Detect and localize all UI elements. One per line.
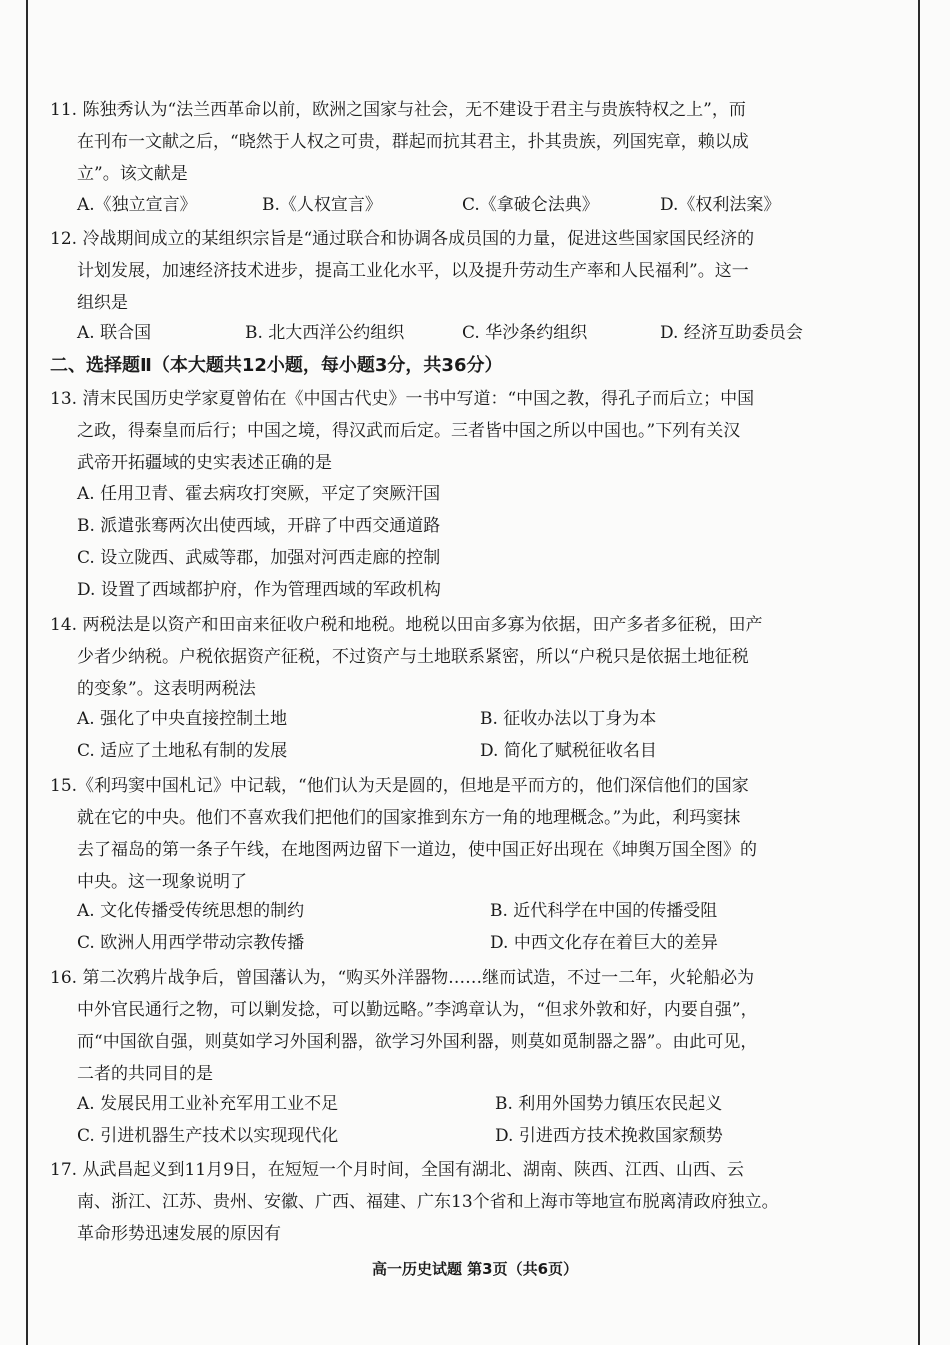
q12-option-b: B. 北大西洋公约组织 [245,323,405,343]
q14-stem-line-3: 的变象”。这表明两税法 [77,679,256,699]
q17-stem-line-2: 南、浙江、江苏、贵州、安徽、广西、福建、广东13个省和上海市等地宣布脱离清政府独立。 [77,1192,779,1212]
q15-stem-line-4: 中央。这一现象说明了 [77,872,247,892]
q15-stem-line-3: 去了福岛的第一条子午线，在地图两边留下一道边，使中国正好出现在《坤舆万国全图》的 [77,840,757,860]
q16-option-a: A. 发展民用工业补充军用工业不足 [77,1094,339,1114]
q16-stem-line-1: 16. 第二次鸦片战争后，曾国藩认为，“购买外洋器物……继而试造，不过一二年，火轮船必为 [50,968,755,988]
scan-border-left [26,0,28,1345]
q16-stem-line-3: 而“中国欲自强，则莫如学习外国利器，欲学习外国利器，则莫如觅制器之器”。由此可见， [77,1032,758,1052]
q15-stem-line-2: 就在它的中央。他们不喜欢我们把他们的国家推到东方一角的地理概念。”为此，利玛窦抹 [77,808,741,828]
q12-option-d: D. 经济互助委员会 [660,323,803,343]
q11-option-c: C.《拿破仑法典》 [462,195,599,215]
q12-option-a: A. 联合国 [77,323,152,343]
q12-stem-line-2: 计划发展，加速经济技术进步，提高工业化水平，以及提升劳动生产率和人民福利”。这一 [77,261,749,281]
q12-stem-line-1: 12. 冷战期间成立的某组织宗旨是“通过联合和协调各成员国的力量，促进这些国家国民经济的 [50,229,755,249]
q16-stem-line-2: 中外官民通行之物，可以剿发捻，可以勤远略。”李鸿章认为，“但求外敦和好，内要自强”， [77,1000,758,1020]
page-footer: 高一历史试题 第3页（共6页） [371,1260,579,1278]
q16-option-c: C. 引进机器生产技术以实现现代化 [77,1126,339,1146]
q11-option-b: B.《人权宣言》 [262,195,382,215]
section-heading: 二、选择题Ⅱ（本大题共12小题，每小题3分，共36分） [50,355,503,376]
q13-stem-line-3: 武帝开拓疆域的史实表述正确的是 [77,453,332,473]
q11-stem-line-2: 在刊布一文献之后，“晓然于人权之可贵，群起而抗其君主，扑其贵族，列国宪章，赖以成 [77,132,749,152]
q14-option-c: C. 适应了土地私有制的发展 [77,741,288,761]
q15-option-b: B. 近代科学在中国的传播受阻 [490,901,718,921]
q13-option-a: A. 任用卫青、霍去病攻打突厥，平定了突厥汗国 [77,484,441,504]
q15-option-d: D. 中西文化存在着巨大的差异 [490,933,718,953]
q16-stem-line-4: 二者的共同目的是 [77,1064,213,1084]
q16-option-d: D. 引进西方技术挽救国家颓势 [495,1126,723,1146]
q14-option-d: D. 简化了赋税征收名目 [480,741,657,761]
q15-stem-line-1: 15.《利玛窦中国札记》中记载，“他们认为天是圆的，但地是平而方的，他们深信他们的国家 [50,776,749,796]
q15-option-a: A. 文化传播受传统思想的制约 [77,901,305,921]
q13-stem-line-1: 13. 清末民国历史学家夏曾佑在《中国古代史》一书中写道：“中国之教，得孔子而后立；中国 [50,389,755,409]
q15-option-c: C. 欧洲人用西学带动宗教传播 [77,933,305,953]
q13-stem-line-2: 之政，得秦皇而后行；中国之境，得汉武而后定。三者皆中国之所以中国也。”下列有关汉 [77,421,741,441]
q11-stem-line-3: 立”。该文献是 [77,164,188,184]
scan-border-right [918,0,920,1345]
q13-option-c: C. 设立陇西、武威等郡，加强对河西走廊的控制 [77,548,441,568]
q14-option-b: B. 征收办法以丁身为本 [480,709,657,729]
q14-stem-line-1: 14. 两税法是以资产和田亩来征收户税和地税。地税以田亩多寡为依据，田产多者多征税，田产 [50,615,763,635]
q14-stem-line-2: 少者少纳税。户税依据资产征税，不过资产与土地联系紧密，所以“户税只是依据土地征税 [77,647,749,667]
q13-option-d: D. 设置了西域都护府，作为管理西域的军政机构 [77,580,441,600]
q11-option-a: A.《独立宣言》 [77,195,197,215]
q17-stem-line-3: 革命形势迅速发展的原因有 [77,1224,281,1244]
q11-option-d: D.《权利法案》 [660,195,781,215]
q11-stem-line-1: 11. 陈独秀认为“法兰西革命以前，欧洲之国家与社会，无不建设于君主与贵族特权之上”，而 [50,100,746,120]
q13-option-b: B. 派遣张骞两次出使西域，开辟了中西交通道路 [77,516,441,536]
q16-option-b: B. 利用外国势力镇压农民起义 [495,1094,723,1114]
q12-option-c: C. 华沙条约组织 [462,323,588,343]
q17-stem-line-1: 17. 从武昌起义到11月9日，在短短一个月时间，全国有湖北、湖南、陕西、江西、山西、云 [50,1160,744,1180]
q12-stem-line-3: 组织是 [77,293,128,313]
q14-option-a: A. 强化了中央直接控制土地 [77,709,288,729]
